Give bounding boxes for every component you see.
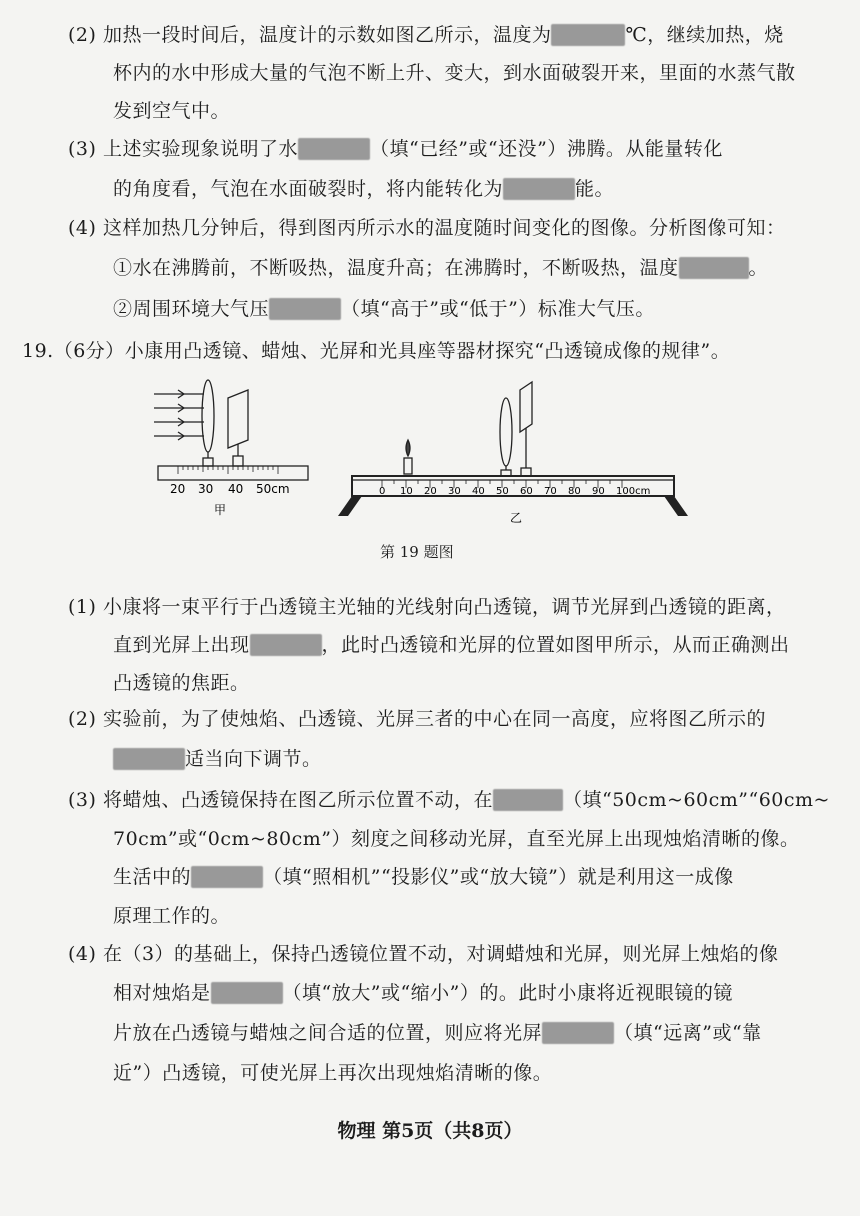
yi-tick-label: 100cm — [616, 486, 651, 497]
q18-p3-line2 — [113, 176, 614, 202]
q19-p2-number: (2) — [68, 708, 97, 730]
q18-p4-text-3a: ②周围环境大气压 — [113, 298, 270, 320]
yi-tick-label: 70 — [544, 486, 557, 497]
figure-jia — [148, 376, 318, 516]
yi-tick-label: 30 — [448, 486, 461, 497]
q18-p2-number: (2) — [68, 24, 97, 46]
yi-tick-label: 0 — [379, 486, 386, 497]
answer-blank[interactable] — [679, 257, 749, 279]
jia-tick-label: 30 — [198, 482, 214, 496]
q19-p3-line4: 原理工作的。 — [113, 905, 231, 927]
q19-p3-line3 — [113, 864, 734, 890]
q18-p4-line2 — [113, 255, 768, 281]
yi-tick-label: 40 — [472, 486, 485, 497]
light-screen — [520, 382, 532, 432]
q18-p4-line3 — [113, 296, 655, 322]
q19-p1-number: (1) — [68, 596, 97, 618]
yi-tick-label: 90 — [592, 486, 605, 497]
jia-tick-label: 20 — [170, 482, 186, 496]
q19-p3-line1 — [68, 787, 830, 813]
bench-leg-left — [338, 496, 362, 516]
q19-p2-line1 — [68, 706, 766, 732]
q19-p1-text-2a: 直到光屏上出现 — [113, 634, 250, 656]
q19-p3-text-1a: 将蜡烛、凸透镜保持在图乙所示位置不动，在 — [102, 789, 493, 811]
jia-tick-marks — [178, 466, 278, 474]
q18-p4-text-1: 这样加热几分钟后，得到图丙所示水的温度随时间变化的图像。分析图像可知： — [102, 217, 786, 239]
answer-blank[interactable] — [542, 1022, 614, 1044]
q18-p4-number: (4) — [68, 217, 97, 239]
convex-lens — [500, 398, 512, 466]
q19-p4-line3 — [113, 1020, 762, 1046]
q19-p4-text-1: 在（3）的基础上，保持凸透镜位置不动，对调蜡烛和光屏，则光屏上烛焰的像 — [102, 943, 779, 965]
bench-leg-right — [664, 496, 688, 516]
q18-p2-line3: 发到空气中。 — [113, 100, 231, 122]
q19-p2-text-2b: 适当向下调节。 — [185, 748, 322, 770]
q19-p2-line2 — [113, 746, 322, 772]
q18-p2-text-1b: ℃，继续加热，烧 — [625, 24, 784, 46]
answer-blank[interactable] — [191, 866, 263, 888]
figure-caption: 第 19 题图 — [380, 543, 454, 561]
q19-p4-text-3a: 片放在凸透镜与蜡烛之间合适的位置，则应将光屏 — [113, 1022, 543, 1044]
answer-blank[interactable] — [503, 178, 575, 200]
q19-p1-text-1: 小康将一束平行于凸透镜主光轴的光线射向凸透镜，调节光屏到凸透镜的距离， — [102, 596, 786, 618]
yi-tick-label: 10 — [400, 486, 413, 497]
lens-holder — [203, 458, 213, 466]
q19-p4-line1 — [68, 941, 779, 967]
q19-p4-text-2a: 相对烛焰是 — [113, 982, 211, 1004]
q18-p4-line1 — [68, 215, 785, 241]
q19-p1-line3: 凸透镜的焦距。 — [113, 672, 250, 694]
q18-p2-text-1a: 加热一段时间后，温度计的示数如图乙所示，温度为 — [102, 24, 552, 46]
yi-tick-label: 20 — [424, 486, 437, 497]
q19-p3-text-1b: （填“50cm~60cm”“60cm~ — [562, 789, 830, 811]
answer-blank[interactable] — [493, 789, 563, 811]
q18-p3-text-1b: （填“已经”或“还没”）沸腾。从能量转化 — [369, 138, 723, 160]
q19-p3-text-3a: 生活中的 — [113, 866, 192, 888]
q19-p3-line2: 70cm”或“0cm~80cm”）刻度之间移动光屏，直至光屏上出现烛焰清晰的像。 — [113, 828, 800, 850]
q19-p4-number: (4) — [68, 943, 97, 965]
q19-p4-text-2b: （填“放大”或“缩小”）的。此时小康将近视眼镜的镜 — [282, 982, 733, 1004]
q18-p4-text-3b: （填“高于”或“低于”）标准大气压。 — [341, 298, 655, 320]
jia-tick-label: 40 — [228, 482, 244, 496]
q18-p3-text-2b: 能。 — [575, 178, 615, 200]
q18-p4-text-2b: 。 — [748, 257, 769, 279]
screen-holder — [521, 468, 531, 476]
q19-p4-text-3b: （填“远离”或“靠 — [614, 1022, 762, 1044]
yi-tick-label: 60 — [520, 486, 533, 497]
q18-p4-text-2a: ①水在沸腾前，不断吸热，温度升高；在沸腾时，不断吸热，温度 — [113, 257, 679, 279]
q18-p3-number: (3) — [68, 138, 97, 160]
q19-p1-text-2b: ，此时凸透镜和光屏的位置如图甲所示，从而正确测出 — [321, 634, 790, 656]
q19-p1-line2 — [113, 632, 790, 658]
q19-header: 19.（6分）小康用凸透镜、蜡烛、光屏和光具座等器材探究“凸透镜成像的规律”。 — [22, 340, 731, 362]
q19-p1-line1 — [68, 594, 785, 620]
figure-yi — [338, 370, 694, 530]
q19-p3-number: (3) — [68, 789, 97, 811]
q19-p4-line4: 近”）凸透镜，可使光屏上再次出现烛焰清晰的像。 — [113, 1062, 553, 1084]
screen-holder — [233, 456, 243, 466]
page-footer: 物理 第5页（共8页） — [337, 1120, 523, 1142]
candle — [404, 458, 412, 474]
candle-flame — [406, 440, 410, 456]
q18-p3-line1 — [68, 136, 723, 162]
answer-blank[interactable] — [551, 24, 625, 46]
light-screen — [228, 390, 248, 448]
q18-p3-text-2a: 的角度看，气泡在水面破裂时，将内能转化为 — [113, 178, 504, 200]
figure-jia-label: 甲 — [214, 503, 227, 516]
jia-tick-label: 50cm — [256, 482, 290, 496]
yi-tick-label: 80 — [568, 486, 581, 497]
answer-blank[interactable] — [250, 634, 322, 656]
q19-p2-text-1: 实验前，为了使烛焰、凸透镜、光屏三者的中心在同一高度，应将图乙所示的 — [102, 708, 766, 730]
answer-blank[interactable] — [113, 748, 185, 770]
q19-p4-line2 — [113, 980, 733, 1006]
q18-p3-text-1a: 上述实验现象说明了水 — [102, 138, 298, 160]
yi-tick-label: 50 — [496, 486, 509, 497]
figure-yi-label: 乙 — [510, 511, 523, 525]
answer-blank[interactable] — [269, 298, 341, 320]
q18-p2-line1 — [68, 22, 784, 48]
q18-p2-line2: 杯内的水中形成大量的气泡不断上升、变大，到水面破裂开来，里面的水蒸气散 — [113, 62, 796, 84]
convex-lens — [202, 380, 214, 452]
q19-p3-text-3b: （填“照相机”“投影仪”或“放大镜”）就是利用这一成像 — [263, 866, 734, 888]
answer-blank[interactable] — [211, 982, 283, 1004]
answer-blank[interactable] — [298, 138, 370, 160]
